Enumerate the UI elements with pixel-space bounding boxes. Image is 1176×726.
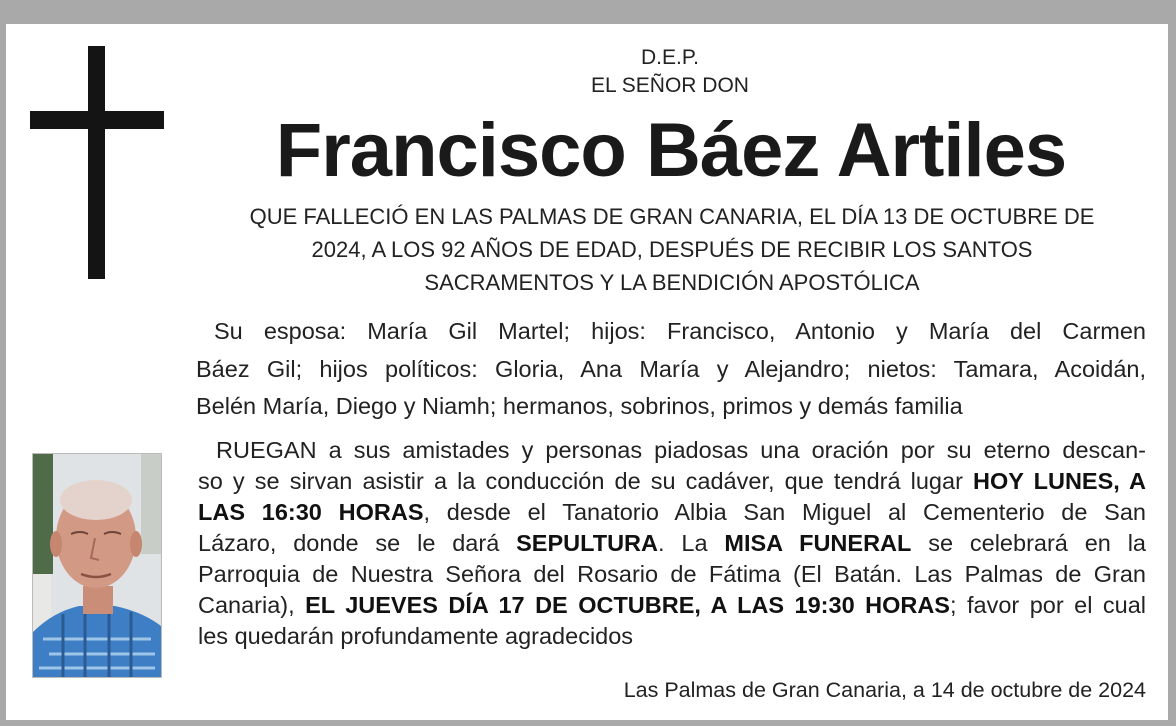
ruegan-line (198, 497, 1146, 528)
death-notice-line: QUE FALLECIÓ EN LAS PALMAS DE GRAN CANARIA, EL DÍA 13 DE OCTUBRE DE (249, 204, 1095, 229)
ruegan-text: . La (658, 530, 725, 556)
dep-label: D.E.P. (641, 46, 699, 69)
cross-icon (88, 46, 105, 279)
cross-icon-arm (30, 111, 164, 129)
ruegan-bold: HOY LUNES, A (973, 468, 1146, 494)
ruegan-line: les quedarán profundamente agradecidos (198, 623, 634, 649)
ruegan-line (198, 590, 1146, 621)
place-date: Las Palmas de Gran Canaria, a 14 de octubre de 2024 (623, 678, 1146, 702)
ruegan-line: Parroquia de Nuestra Señora del Rosario de Fátima (El Batán. Las Palmas de Gran (198, 561, 1146, 587)
ruegan-bold: LAS 16:30 HORAS (198, 499, 424, 525)
portrait-illustration (33, 454, 161, 677)
family-paragraph (196, 313, 1146, 426)
family-line: Su esposa: María Gil Martel; hijos: Francisco, Antonio y María del Carmen (214, 318, 1146, 344)
ruegan-line (198, 466, 1146, 497)
title-prefix: EL SEÑOR DON (591, 74, 749, 97)
ruegan-text: , desde el Tanatorio Albia San Miguel al Cementerio de San (423, 499, 1146, 525)
ruegan-bold: EL JUEVES DÍA 17 DE OCTUBRE, A LAS 19:30 HORAS (305, 592, 950, 618)
ruegan-line: RUEGAN a sus amistades y personas piadosas una oración por su eterno descan- (216, 437, 1146, 463)
ruegan-paragraph (198, 435, 1146, 652)
ruegan-text: so y se sirvan asistir a la conducción de su cadáver, que tendrá lugar (198, 468, 974, 494)
death-notice-line: SACRAMENTOS Y LA BENDICIÓN APOSTÓLICA (424, 270, 920, 295)
death-notice (200, 200, 1144, 299)
portrait-photo (32, 453, 162, 678)
ruegan-text: ; favor por el cual (949, 592, 1146, 618)
family-line: Báez Gil; hijos políticos: Gloria, Ana María y Alejandro; nietos: Tamara, Acoidán, (196, 355, 1146, 382)
ruegan-bold: MISA FUNERAL (724, 530, 912, 556)
ruegan-line (198, 528, 1146, 559)
death-notice-line: 2024, A LOS 92 AÑOS DE EDAD, DESPUÉS DE RECIBIR LOS SANTOS (311, 237, 1033, 262)
ruegan-text: Canaria), (198, 592, 306, 618)
ruegan-text: Lázaro, donde se le dará (198, 530, 517, 556)
deceased-name: Francisco Báez Artiles (275, 108, 1067, 193)
ruegan-bold: SEPULTURA (516, 530, 658, 556)
family-line: Belén María, Diego y Niamh; hermanos, sobrinos, primos y demás familia (196, 393, 963, 419)
ruegan-text: se celebrará en la (911, 530, 1146, 556)
